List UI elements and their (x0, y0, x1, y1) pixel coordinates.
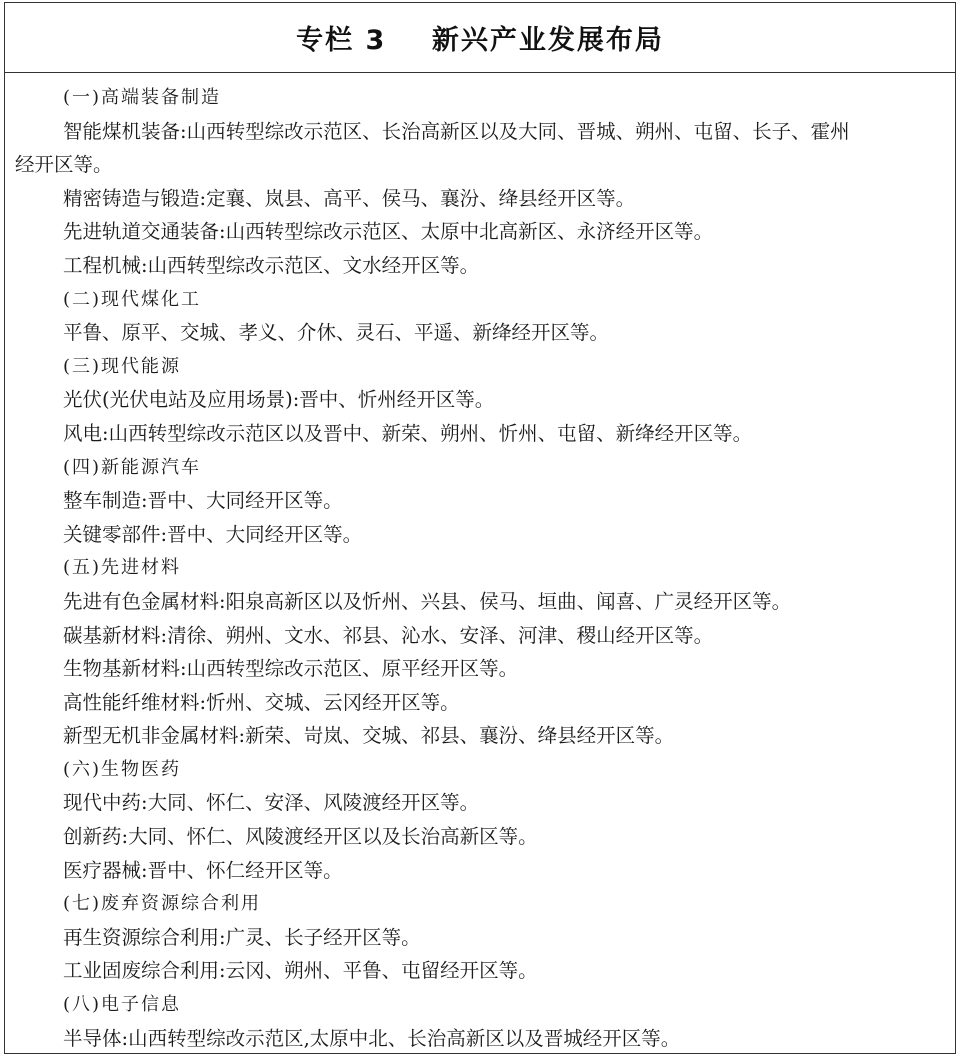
industry-item: 先进轨道交通装备:山西转型综改示范区、太原中北高新区、永济经开区等。 (63, 220, 714, 244)
column-title: 专栏 3 新兴产业发展布局 (296, 25, 664, 56)
industry-item: 风电:山西转型综改示范区以及晋中、新荣、朔州、忻州、屯留、新绛经开区等。 (63, 421, 753, 445)
industry-item: 先进有色金属材料:阳泉高新区以及忻州、兴县、侯马、垣曲、闻喜、广灵经开区等。 (63, 589, 792, 613)
section-heading: (二)现代煤化工 (63, 288, 202, 310)
section-heading: (四)新能源汽车 (63, 456, 202, 478)
industry-item: 高性能纤维材料:忻州、交城、云冈经开区等。 (63, 690, 460, 714)
industry-item: 生物基新材料:山西转型综改示范区、原平经开区等。 (63, 657, 519, 681)
industry-item: 创新药:大同、怀仁、风陵渡经开区以及长治高新区等。 (63, 825, 538, 849)
section-heading: (五)先进材料 (63, 557, 182, 579)
industry-item: 医疗器械:晋中、怀仁经开区等。 (63, 858, 343, 882)
industry-item: 新型无机非金属材料:新荣、岢岚、交城、祁县、襄汾、绛县经开区等。 (63, 724, 675, 748)
industry-item: 碳基新材料:清徐、朔州、文水、祁县、沁水、安泽、河津、稷山经开区等。 (63, 623, 714, 647)
column-box (4, 2, 956, 1054)
industry-item: 光伏(光伏电站及应用场景):晋中、忻州经开区等。 (63, 388, 495, 412)
industry-item: 智能煤机装备:山西转型综改示范区、长治高新区以及大同、晋城、朔州、屯留、长子、霍州 (63, 119, 850, 143)
column-content (5, 73, 955, 1055)
item-continuation: 经开区等。 (15, 153, 113, 177)
section-heading: (一)高端装备制造 (63, 87, 222, 108)
section-heading: (八)电子信息 (63, 994, 182, 1016)
section-heading: (六)生物医药 (63, 758, 182, 780)
industry-item: 工业固废综合利用:云冈、朔州、平鲁、屯留经开区等。 (63, 959, 538, 983)
title-bar (5, 3, 955, 73)
industry-item: 关键零部件:晋中、大同经开区等。 (63, 522, 363, 546)
industry-item: 工程机械:山西转型综改示范区、文水经开区等。 (63, 253, 480, 277)
industry-item: 再生资源综合利用:广灵、长子经开区等。 (63, 925, 421, 949)
industry-item: 半导体:山西转型综改示范区,太原中北、长治高新区以及晋城经开区等。 (63, 1026, 681, 1050)
industry-item: 现代中药:大同、怀仁、安泽、风陵渡经开区等。 (63, 791, 480, 815)
section-heading: (三)现代能源 (63, 355, 182, 377)
industry-item: 整车制造:晋中、大同经开区等。 (63, 489, 343, 513)
section-heading: (七)废弃资源综合利用 (63, 893, 262, 915)
industry-item: 平鲁、原平、交城、孝义、介休、灵石、平遥、新绛经开区等。 (63, 321, 610, 345)
industry-item: 精密铸造与锻造:定襄、岚县、高平、侯马、襄汾、绛县经开区等。 (63, 186, 636, 210)
